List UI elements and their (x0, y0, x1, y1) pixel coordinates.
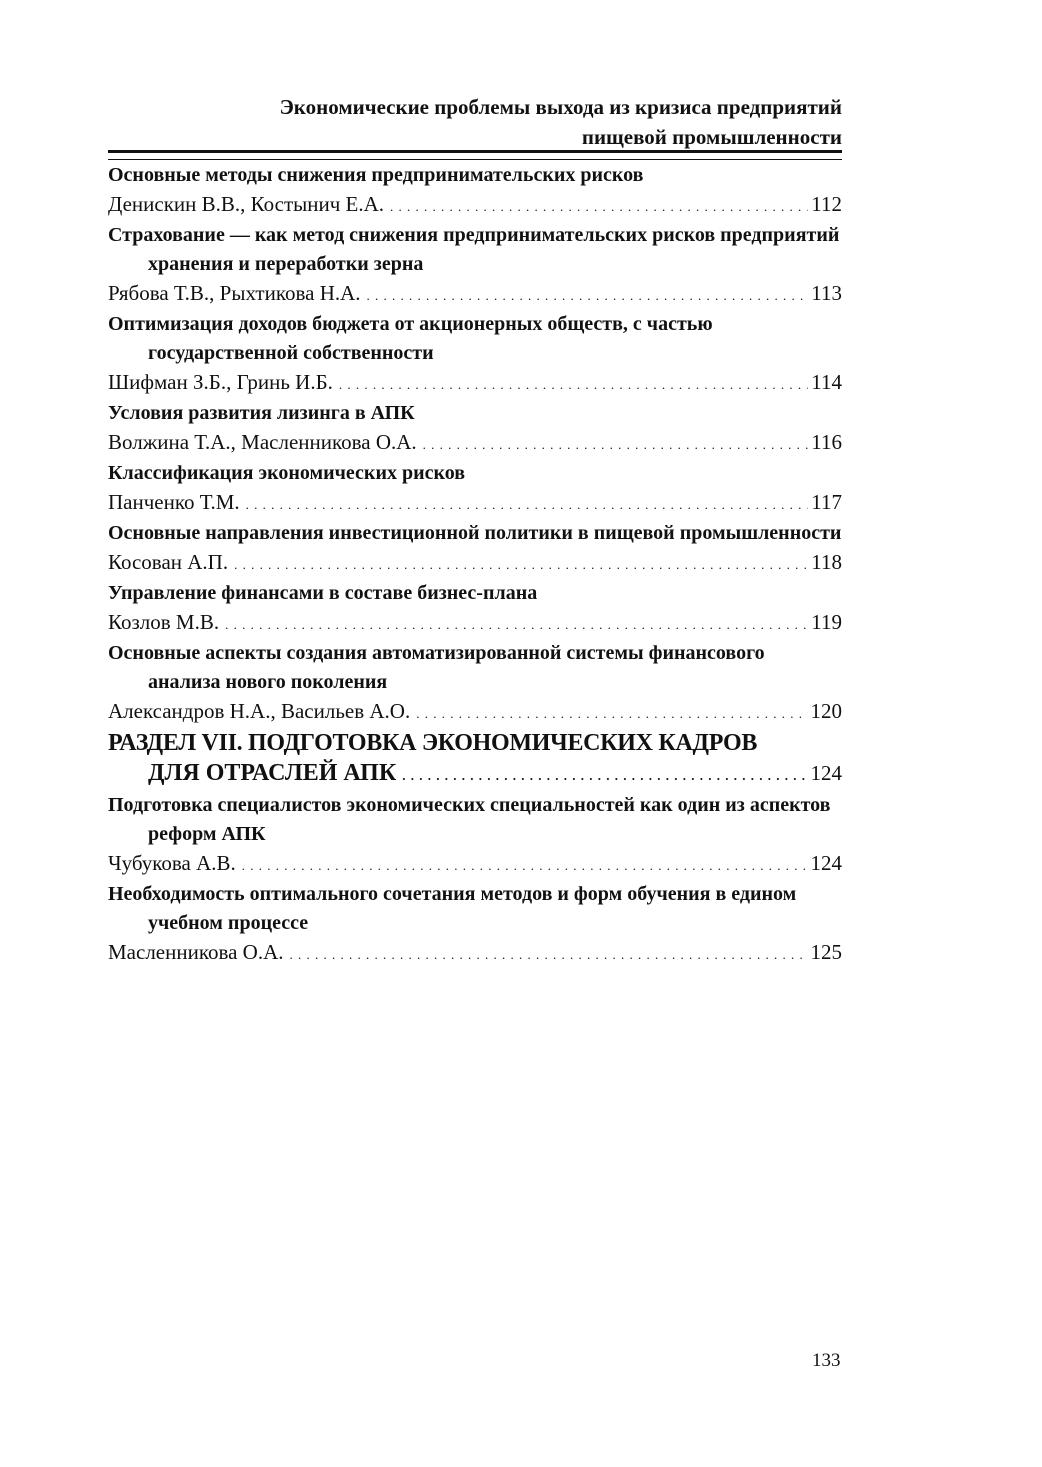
toc-entry-page: 117 (811, 490, 842, 514)
toc-entry (108, 791, 842, 880)
toc-entry-line (108, 697, 842, 728)
dot-leader (367, 282, 809, 310)
table-of-contents (108, 161, 842, 969)
toc-entry-authors: Шифман З.Б., Гринь И.Б. (108, 370, 333, 394)
dot-leader (416, 700, 807, 728)
section-heading-line-1: РАЗДЕЛ VII. ПОДГОТОВКА ЭКОНОМИЧЕСКИХ КАДРОВ (108, 730, 758, 756)
page-number: 133 (812, 1350, 841, 1371)
toc-entry-title: Классификация экономических рисков (108, 462, 466, 484)
toc-entry-authors: Косован А.П. (108, 550, 229, 574)
toc-entry-line (108, 488, 842, 519)
toc-entry (108, 639, 842, 728)
toc-entry-title: Основные направления инвестиционной политики в пищевой промышленности (108, 522, 842, 544)
toc-entry-page: 113 (811, 281, 842, 305)
dot-leader (390, 193, 808, 221)
dot-leader (242, 852, 808, 880)
toc-entry-authors: Рябова Т.В., Рыхтикова Н.А. (108, 281, 361, 305)
dot-leader (402, 761, 807, 791)
toc-entry (108, 519, 842, 579)
toc-entry-title: Основные методы снижения предпринимательских рисков (108, 164, 644, 186)
toc-entry-authors: Панченко Т.М. (108, 490, 240, 514)
toc-entry (108, 399, 842, 459)
toc-entry-title: Подготовка специалистов экономических специальностей как один из аспектов реформ АПК (108, 794, 831, 845)
toc-entry-page: 120 (810, 699, 842, 723)
toc-entry-title: Необходимость оптимального сочетания методов и форм обучения в едином учебном процессе (108, 883, 797, 934)
section-heading-line-2: ДЛЯ ОТРАСЛЕЙ АПК (148, 760, 397, 786)
dot-leader (225, 611, 808, 639)
dot-leader (246, 491, 809, 519)
toc-entry-authors: Козлов М.В. (108, 610, 220, 634)
toc-entry-authors: Масленникова О.А. (108, 940, 284, 964)
toc-entry-title: Условия развития лизинга в АПК (108, 402, 415, 424)
toc-entry-line (108, 368, 842, 399)
toc-entry-page: 124 (810, 851, 842, 875)
toc-entry (108, 579, 842, 639)
dot-leader (339, 371, 808, 399)
toc-entry-page: 124 (810, 761, 842, 785)
toc-entry-title: Страхование — как метод снижения предпринимательских рисков предприятий хранения и переработки зерна (108, 224, 840, 275)
toc-entry (108, 459, 842, 519)
toc-entry (108, 310, 842, 399)
toc-entry-page: 112 (811, 192, 842, 216)
toc-entry-line (108, 608, 842, 639)
toc-section-heading (108, 728, 842, 791)
toc-entry-page: 118 (811, 550, 842, 574)
toc-entry-line (108, 428, 842, 459)
running-header (108, 92, 842, 152)
toc-entry-authors: Денискин В.В., Костынич Е.А. (108, 192, 385, 216)
toc-entry-line (108, 279, 842, 310)
toc-entry (108, 221, 842, 310)
toc-entry-title: Оптимизация доходов бюджета от акционерных обществ, с частью государственной собственности (108, 313, 713, 364)
running-header-line-2: пищевой промышленности (581, 125, 842, 149)
toc-entry-page: 116 (811, 430, 842, 454)
toc-entry-line (108, 758, 842, 791)
toc-entry-line (108, 548, 842, 579)
toc-entry (108, 880, 842, 969)
toc-entry-authors: Волжина Т.А., Масленникова О.А. (108, 430, 417, 454)
dot-leader (423, 431, 809, 459)
header-rule (108, 150, 842, 160)
toc-entry-page: 119 (811, 610, 842, 634)
toc-entry-line (108, 938, 842, 969)
toc-entry-authors: Чубукова А.В. (108, 851, 236, 875)
toc-entry-page: 125 (810, 940, 842, 964)
toc-entry-title: Основные аспекты создания автоматизированной системы финансового анализа нового поколения (108, 642, 765, 693)
toc-entry-page: 114 (811, 370, 842, 394)
toc-entry (108, 161, 842, 221)
running-header-line-1: Экономические проблемы выхода из кризиса предприятий (279, 95, 842, 119)
toc-entry-title: Управление финансами в составе бизнес-плана (108, 582, 538, 604)
toc-entry-line (108, 190, 842, 221)
dot-leader (290, 941, 808, 969)
toc-entry-authors: Александров Н.А., Васильев А.О. (108, 699, 411, 723)
toc-entry-line (108, 849, 842, 880)
dot-leader (234, 551, 808, 579)
